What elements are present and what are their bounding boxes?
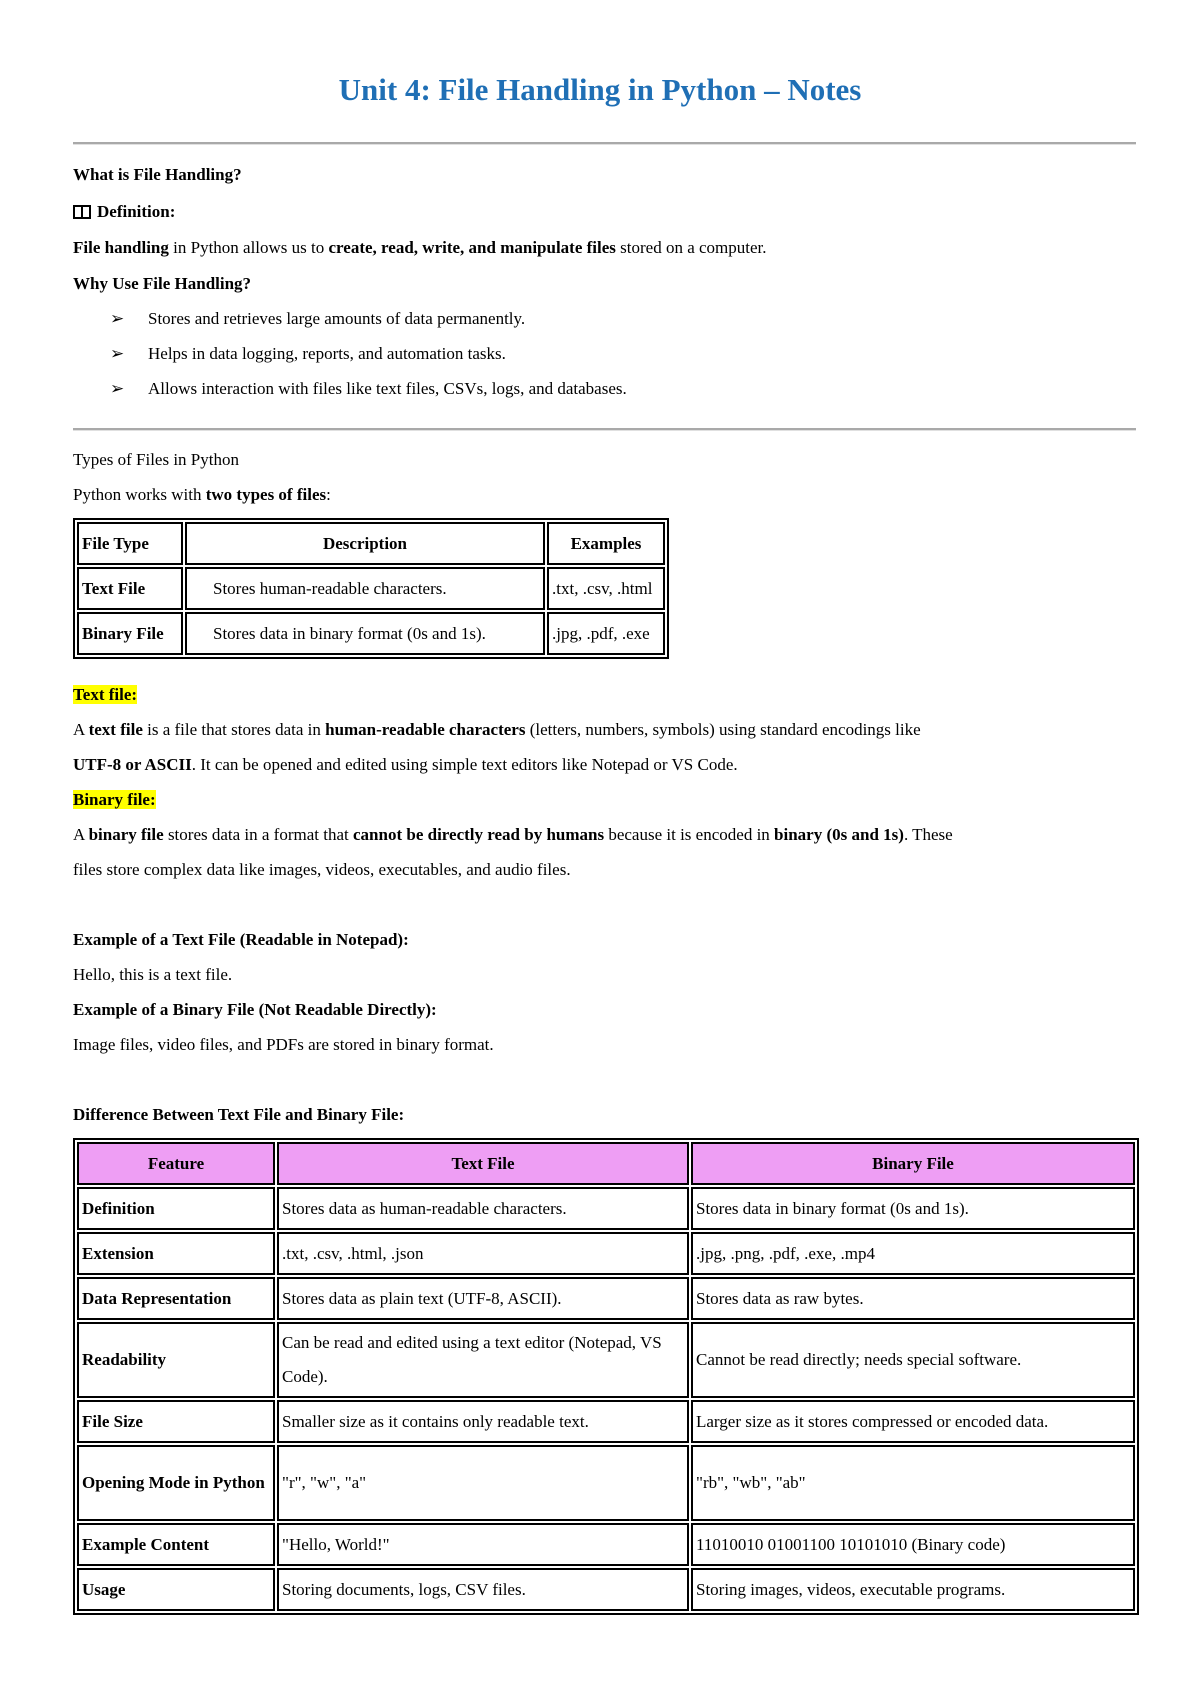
table-cell: Stores data as human-readable characters. <box>277 1187 689 1230</box>
table-cell: Example Content <box>77 1523 275 1566</box>
table-row <box>77 1277 1135 1320</box>
table-cell: .txt, .csv, .html <box>547 567 665 610</box>
table-cell: .txt, .csv, .html, .json <box>277 1232 689 1275</box>
text-file-label-row <box>73 685 137 705</box>
text-part: because it is encoded in <box>604 825 775 844</box>
table-row <box>77 567 665 610</box>
page-title: Unit 4: File Handling in Python – Notes <box>338 72 862 107</box>
table-header-cell: File Type <box>77 522 183 565</box>
binary-file-label-row <box>73 790 156 810</box>
table-cell: Stores data as plain text (UTF-8, ASCII). <box>277 1277 689 1320</box>
text-part: (letters, numbers, symbols) using standard encodings like <box>525 720 921 739</box>
table-cell: Stores human-readable characters. <box>185 567 545 610</box>
table-row <box>77 1400 1135 1443</box>
table-cell: Opening Mode in Python <box>77 1445 275 1521</box>
table-cell: 11010010 01001100 10101010 (Binary code) <box>691 1523 1135 1566</box>
table-cell: Data Representation <box>77 1277 275 1320</box>
text-emphasis: binary file <box>88 825 164 844</box>
list-item-text: Allows interaction with files like text files, CSVs, logs, and databases. <box>148 379 627 398</box>
table-cell: "Hello, World!" <box>277 1523 689 1566</box>
file-types-table <box>73 518 669 659</box>
text-example-heading: Example of a Text File (Readable in Notepad): <box>73 930 409 949</box>
table-header-row <box>77 1142 1135 1185</box>
table-row <box>77 1523 1135 1566</box>
table-header-cell: Text File <box>277 1142 689 1185</box>
types-heading: Types of Files in Python <box>73 450 239 469</box>
table-row <box>77 1322 1135 1398</box>
list-item <box>110 344 506 364</box>
table-cell: Binary File <box>77 612 183 655</box>
table-cell: "r", "w", "a" <box>277 1445 689 1521</box>
difference-table <box>73 1138 1139 1615</box>
text-emphasis: cannot be directly read by humans <box>353 825 605 844</box>
text-emphasis: binary (0s and 1s) <box>774 825 904 844</box>
text-file-label: Text file: <box>73 685 138 704</box>
table-row <box>77 1445 1135 1521</box>
types-intro-part: Python works with <box>73 485 206 504</box>
table-cell: .jpg, .png, .pdf, .exe, .mp4 <box>691 1232 1135 1275</box>
text-example: Hello, this is a text file. <box>73 965 233 984</box>
table-cell: File Size <box>77 1400 275 1443</box>
table-cell: Readability <box>77 1322 275 1398</box>
types-intro-emphasis: two types of files <box>205 485 327 504</box>
text-emphasis: UTF-8 or ASCII <box>73 755 192 774</box>
table-cell: .jpg, .pdf, .exe <box>547 612 665 655</box>
list-item <box>110 309 525 329</box>
table-cell: Larger size as it stores compressed or encoded data. <box>691 1400 1135 1443</box>
binary-file-label: Binary file: <box>73 790 156 809</box>
table-cell: Can be read and edited using a text editor (Notepad, VS Code). <box>277 1322 689 1398</box>
binary-file-line-1 <box>73 825 953 845</box>
text-file-line-1 <box>73 720 921 740</box>
table-header-cell: Examples <box>547 522 665 565</box>
arrow-bullet-icon: ➢ <box>110 309 125 328</box>
text-part: is a file that stores data in <box>142 720 326 739</box>
types-intro-part: : <box>326 485 331 504</box>
definition-text-part: stored on a computer. <box>615 238 767 257</box>
table-cell: Cannot be read directly; needs special software. <box>691 1322 1135 1398</box>
table-header-row <box>77 522 665 565</box>
what-is-heading: What is File Handling? <box>73 165 242 184</box>
binary-example-heading: Example of a Binary File (Not Readable Directly): <box>73 1000 437 1019</box>
definition-label-row <box>73 202 175 222</box>
text-part: A <box>73 825 89 844</box>
definition-text <box>73 238 767 258</box>
binary-file-line-2: files store complex data like images, videos, executables, and audio files. <box>73 860 571 879</box>
table-row <box>77 1187 1135 1230</box>
divider <box>73 428 1136 431</box>
text-part: . These <box>903 825 953 844</box>
table-header-cell: Feature <box>77 1142 275 1185</box>
text-part: A <box>73 720 89 739</box>
table-cell: Storing images, videos, executable programs. <box>691 1568 1135 1611</box>
table-row <box>77 1232 1135 1275</box>
arrow-bullet-icon: ➢ <box>110 379 125 398</box>
binary-example: Image files, video files, and PDFs are stored in binary format. <box>73 1035 494 1054</box>
table-row <box>77 1568 1135 1611</box>
text-emphasis: human-readable characters <box>325 720 526 739</box>
table-cell: Stores data as raw bytes. <box>691 1277 1135 1320</box>
table-cell: Stores data in binary format (0s and 1s). <box>691 1187 1135 1230</box>
table-cell: Text File <box>77 567 183 610</box>
why-heading: Why Use File Handling? <box>73 274 252 293</box>
arrow-bullet-icon: ➢ <box>110 344 125 363</box>
table-cell: Usage <box>77 1568 275 1611</box>
definition-term: File handling <box>73 238 169 257</box>
types-intro <box>73 485 331 505</box>
text-part: stores data in a format that <box>163 825 353 844</box>
difference-heading: Difference Between Text File and Binary File: <box>73 1105 405 1124</box>
table-header-cell: Description <box>185 522 545 565</box>
list-item-text: Stores and retrieves large amounts of data permanently. <box>148 309 526 328</box>
divider <box>73 142 1136 145</box>
definition-text-part: in Python allows us to <box>168 238 329 257</box>
text-emphasis: text file <box>88 720 143 739</box>
text-file-line-2 <box>73 755 738 775</box>
list-item <box>110 379 627 399</box>
definition-label: Definition: <box>97 202 176 221</box>
table-row <box>77 612 665 655</box>
table-cell: Storing documents, logs, CSV files. <box>277 1568 689 1611</box>
table-cell: "rb", "wb", "ab" <box>691 1445 1135 1521</box>
table-cell: Stores data in binary format (0s and 1s). <box>185 612 545 655</box>
text-part: . It can be opened and edited using simple text editors like Notepad or VS Code. <box>191 755 738 774</box>
list-item-text: Helps in data logging, reports, and automation tasks. <box>148 344 506 363</box>
definition-actions: create, read, write, and manipulate files <box>328 238 616 257</box>
table-header-cell: Binary File <box>691 1142 1135 1185</box>
table-cell: Smaller size as it contains only readable text. <box>277 1400 689 1443</box>
table-cell: Extension <box>77 1232 275 1275</box>
book-icon <box>73 205 91 219</box>
table-cell: Definition <box>77 1187 275 1230</box>
